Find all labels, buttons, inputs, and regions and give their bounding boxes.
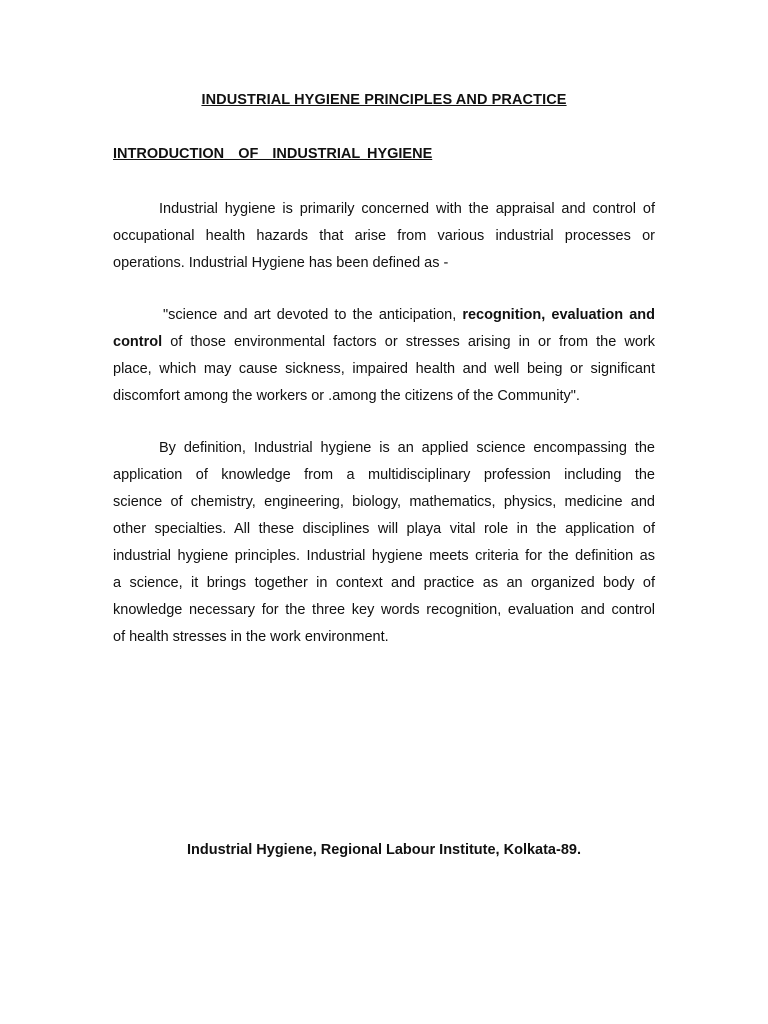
paragraph-line: Industrial hygiene is primarily concerned with the appraisal and control of [159,201,655,217]
paragraph-line: knowledge necessary for the three key words recognition, evaluation and control [113,602,655,618]
quote-text: of those environmental factors or stresses arising in or from the work [162,334,655,350]
paragraph-line: discomfort among the workers or .among the citizens of the Community". [113,388,580,404]
paragraph-by-definition [113,435,655,651]
paragraph-line: of health stresses in the work environment. [113,629,389,645]
quote-bold-text: recognition, evaluation and [462,307,655,323]
paragraph-line: science of chemistry, engineering, biology, mathematics, physics, medicine and [113,494,655,510]
paragraph-line [113,302,655,329]
paragraph-definition-quote [113,302,655,410]
paragraph-line: other specialties. All these disciplines will playa vital role in the application of [113,521,655,537]
paragraph-introduction [113,196,655,277]
document-title: INDUSTRIAL HYGIENE PRINCIPLES AND PRACTICE [201,92,567,108]
section-heading: INTRODUCTION OF INDUSTRIAL HYGIENE [113,146,433,162]
paragraph-line: By definition, Industrial hygiene is an applied science encompassing the [159,440,655,456]
paragraph-line: place, which may cause sickness, impaired health and well being or significant [113,361,655,377]
paragraph-line: industrial hygiene principles. Industrial hygiene meets criteria for the definition as [113,548,655,564]
quote-bold-text: control [113,334,163,350]
quote-text: "science and art devoted to the anticipation, [163,307,463,323]
paragraph-line: operations. Industrial Hygiene has been defined as - [113,255,449,271]
paragraph-line: occupational health hazards that arise from various industrial processes or [113,228,655,244]
paragraph-line [113,329,655,356]
paragraph-line: application of knowledge from a multidisciplinary profession including the [113,467,655,483]
paragraph-line: a science, it brings together in context and practice as an organized body of [113,575,655,591]
document-footer: Industrial Hygiene, Regional Labour Institute, Kolkata-89. [187,842,581,858]
